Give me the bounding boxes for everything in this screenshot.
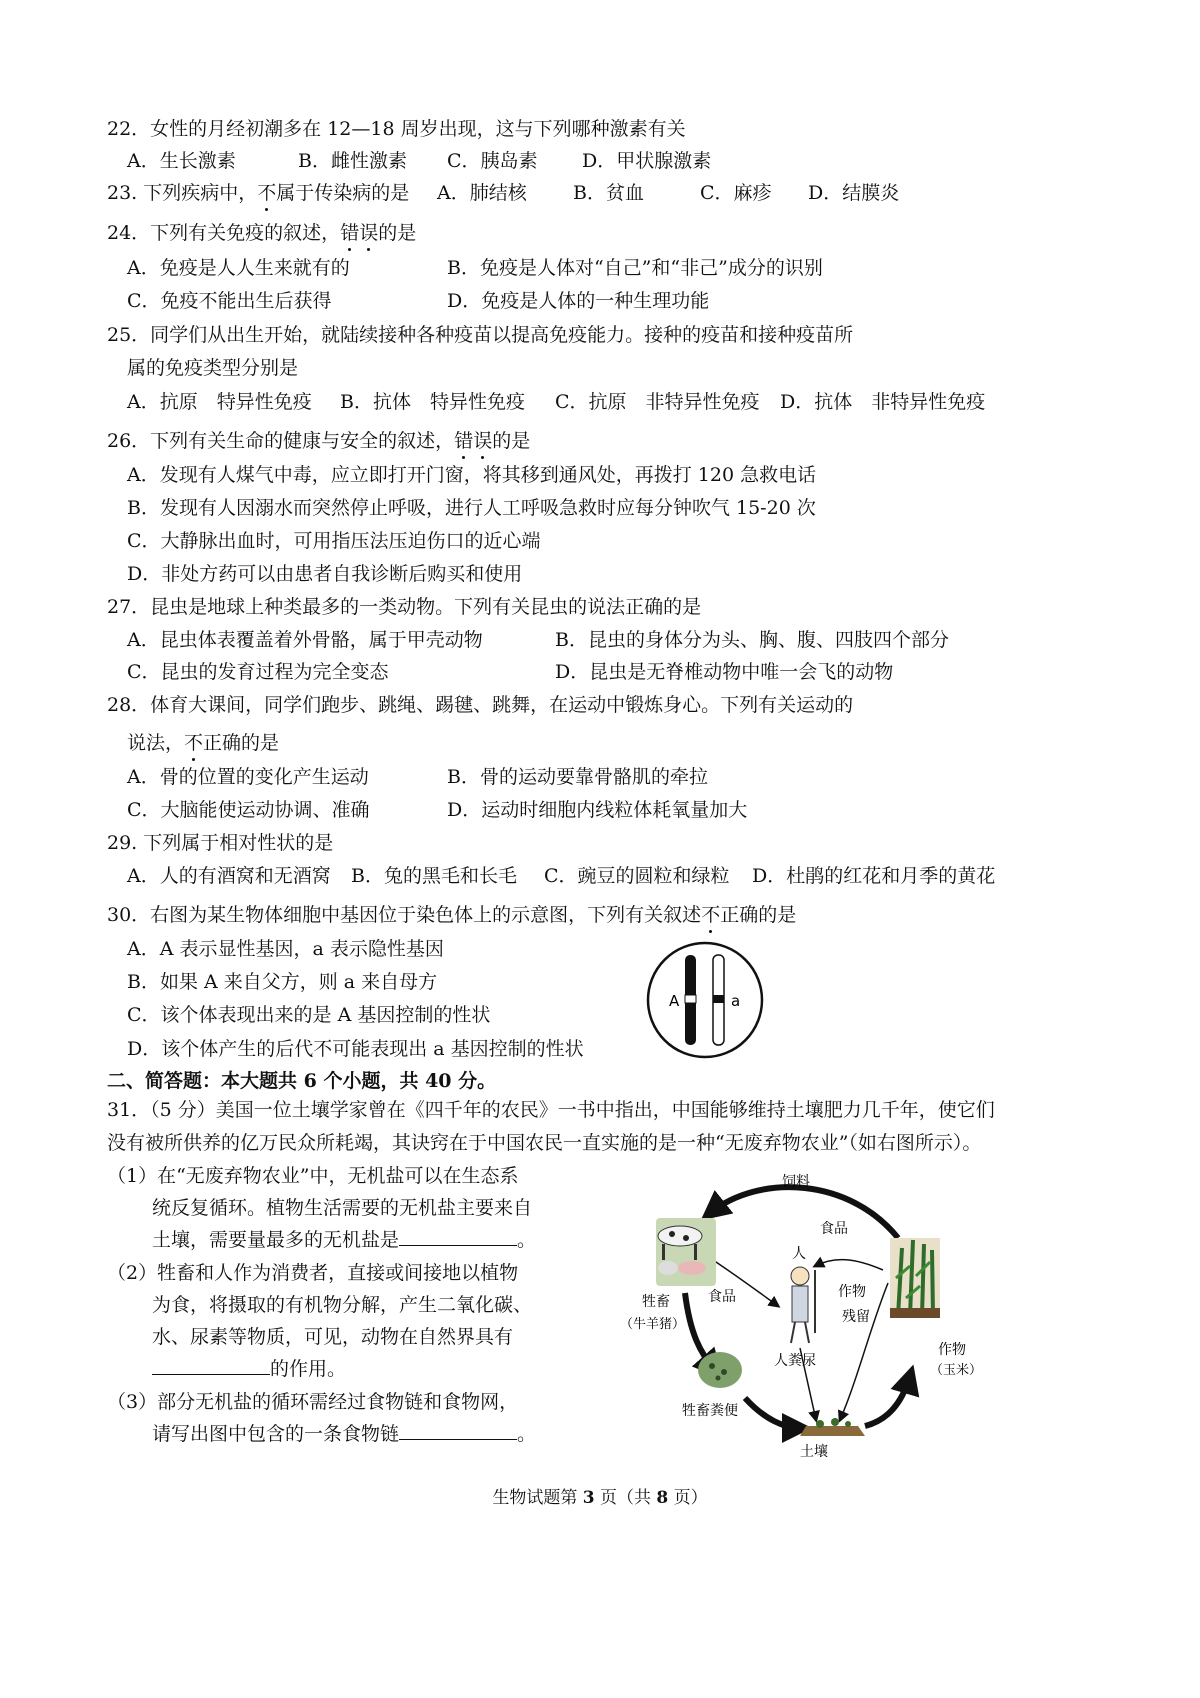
label-crop: 作物 bbox=[938, 1342, 966, 1358]
label-soil: 土壤 bbox=[800, 1444, 828, 1460]
q26-stem: 26．下列有关生命的健康与安全的叙述，错误的是 bbox=[107, 430, 531, 452]
q30-option-d: D．该个体产生的后代不可能表现出 a 基因控制的性状 bbox=[127, 1038, 584, 1060]
q25-option-d: D．抗体 非特异性免疫 bbox=[780, 391, 986, 413]
arrow-food-crop-to-human bbox=[815, 1260, 883, 1270]
section-title: 二、简答题：本大题共 6 个小题，共 40 分。 bbox=[107, 1070, 497, 1092]
livestock-icon bbox=[656, 1218, 716, 1286]
q27-option-a: A．昆虫体表覆盖着外骨骼，属于甲壳动物 bbox=[127, 629, 483, 651]
answer-blank-3[interactable] bbox=[399, 1421, 517, 1440]
label-human: 人 bbox=[792, 1246, 806, 1262]
q31-line2: 没有被所供养的亿万民众所耗竭，其诀窍在于中国农民一直实施的是一种“无废弃物农业”（如右图所示）。 bbox=[107, 1132, 982, 1154]
q23-option-b: B．贫血 bbox=[573, 182, 644, 204]
q28-option-b: B．骨的运动要靠骨骼肌的牵拉 bbox=[447, 766, 708, 788]
q25-option-b: B．抗体 特异性免疫 bbox=[340, 391, 525, 413]
q26-option-a: A．发现有人煤气中毒，应立即打开门窗，将其移到通风处，再拨打 120 急救电话 bbox=[127, 464, 817, 486]
q22-option-b: B．雌性激素 bbox=[298, 150, 407, 172]
q30-stem: 30．右图为某生物体细胞中基因位于染色体上的示意图，下列有关叙述不正确的是 bbox=[107, 904, 797, 926]
label-human-waste: 人粪尿 bbox=[774, 1353, 816, 1369]
q26-option-d: D．非处方药可以由患者自我诊断后购买和使用 bbox=[127, 563, 523, 585]
q22-option-a: A．生长激素 bbox=[127, 150, 236, 172]
q29-option-c: C．豌豆的圆粒和绿粒 bbox=[544, 865, 730, 887]
q31-part2-line4: 的作用。 bbox=[152, 1356, 346, 1382]
label-livestock: 牲畜 bbox=[642, 1294, 670, 1310]
q30-option-c: C．该个体表现出来的是 A 基因控制的性状 bbox=[127, 1004, 491, 1026]
answer-blank-1[interactable] bbox=[399, 1227, 517, 1246]
corn-crop-icon bbox=[890, 1238, 940, 1318]
q30-option-b: B．如果 A 来自父方，则 a 来自母方 bbox=[127, 971, 438, 993]
page-footer: 生物试题第 3 页（共 8 页） bbox=[492, 1488, 708, 1508]
label-livestock-sub: （牛羊猪） bbox=[620, 1317, 686, 1332]
q22-option-c: C．胰岛素 bbox=[447, 150, 538, 172]
q24-stem: 24．下列有关免疫的叙述，错误的是 bbox=[107, 222, 417, 244]
arrow-crop-residue-to-soil bbox=[840, 1283, 888, 1420]
q28-option-d: D．运动时细胞内线粒体耗氧量加大 bbox=[447, 799, 748, 821]
q31-part3-line1: （3）部分无机盐的循环需经过食物链和食物网， bbox=[107, 1391, 519, 1413]
q29-option-b: B．兔的黑毛和长毛 bbox=[351, 865, 517, 887]
q29-option-d: D．杜鹃的红花和月季的黄花 bbox=[752, 865, 996, 887]
label-crop-residue-2: 残留 bbox=[842, 1309, 870, 1325]
chromosome-right bbox=[713, 955, 724, 1045]
label-livestock-manure: 牲畜粪便 bbox=[682, 1403, 738, 1419]
q23-stem: 23. 下列疾病中，不属于传染病的是 bbox=[107, 182, 410, 204]
q28-stem-line2: 说法，不正确的是 bbox=[127, 732, 280, 754]
q28-option-c: C．大脑能使运动协调、准确 bbox=[127, 799, 370, 821]
q27-option-d: D．昆虫是无脊椎动物中唯一会飞的动物 bbox=[555, 661, 894, 683]
q27-stem: 27．昆虫是地球上种类最多的一类动物。下列有关昆虫的说法正确的是 bbox=[107, 596, 702, 618]
q27-option-c: C．昆虫的发育过程为完全变态 bbox=[127, 661, 389, 683]
q31-part1-line3: 土壤，需要量最多的无机盐是 。 bbox=[152, 1229, 537, 1251]
figure-circle bbox=[648, 943, 762, 1057]
q31-part2-line1: （2）牲畜和人作为消费者，直接或间接地以植物 bbox=[107, 1262, 519, 1284]
q31-part2-line2: 为食，将摄取的有机物分解，产生二氧化碳、 bbox=[152, 1294, 533, 1316]
nutrient-cycle-diagram bbox=[620, 1158, 1040, 1463]
arrow-soil-to-crop bbox=[865, 1376, 910, 1426]
q31-line1: 31．（5 分）美国一位土壤学家曾在《四千年的农民》一书中指出，中国能够维持土壤肥力几千年，使它们 bbox=[107, 1099, 995, 1121]
q30-option-a: A．A 表示显性基因，a 表示隐性基因 bbox=[127, 938, 444, 960]
q25-stem-line1: 25．同学们从出生开始，就陆续接种各种疫苗以提高免疫能力。接种的疫苗和接种疫苗所 bbox=[107, 324, 854, 346]
q24-option-d: D．免疫是人体的一种生理功能 bbox=[447, 290, 710, 312]
q24-option-b: B．免疫是人体对“自己”和“非己”成分的识别 bbox=[447, 257, 823, 279]
arrow-manure-to-soil bbox=[745, 1398, 800, 1428]
q31-part3-line2: 请写出图中包含的一条食物链 。 bbox=[152, 1423, 537, 1445]
q29-stem: 29. 下列属于相对性状的是 bbox=[107, 832, 334, 854]
chromosome-left bbox=[685, 955, 696, 1045]
q26-option-b: B．发现有人因溺水而突然停止呼吸，进行人工呼吸急救时应每分钟吹气 15-20 次 bbox=[127, 497, 816, 519]
q22-stem: 22．女性的月经初潮多在 12—18 周岁出现，这与下列哪种激素有关 bbox=[107, 118, 686, 140]
q23-option-c: C．麻疹 bbox=[700, 182, 772, 204]
q31-part2-line3: 水、尿素等物质，可见，动物在自然界具有 bbox=[152, 1326, 514, 1348]
soil-icon bbox=[800, 1418, 865, 1436]
q23-option-d: D．结膜炎 bbox=[808, 182, 900, 204]
label-crop-sub: （玉米） bbox=[930, 1363, 983, 1378]
q22-option-d: D．甲状腺激素 bbox=[582, 150, 712, 172]
label-food-top: 食品 bbox=[820, 1221, 848, 1237]
answer-blank-2[interactable] bbox=[152, 1356, 270, 1375]
q31-part1-line1: （1）在“无废弃物农业”中，无机盐可以在生态系 bbox=[107, 1165, 519, 1187]
q31-part1-line2: 统反复循环。植物生活需要的无机盐主要来自 bbox=[152, 1197, 533, 1219]
arrow-feed bbox=[710, 1187, 898, 1238]
q24-option-c: C．免疫不能出生后获得 bbox=[127, 290, 332, 312]
q26-option-c: C．大静脉出血时，可用指压法压迫伤口的近心端 bbox=[127, 530, 541, 552]
gene-label-A: A bbox=[669, 992, 680, 1010]
q28-stem-line1: 28．体育大课间，同学们跑步、跳绳、踢毽、跳舞，在运动中锻炼身心。下列有关运动的 bbox=[107, 694, 854, 716]
q25-option-c: C．抗原 非特异性免疫 bbox=[555, 391, 760, 413]
q24-option-a: A．免疫是人人生来就有的 bbox=[127, 257, 350, 279]
gene-label-a: a bbox=[731, 992, 741, 1010]
manure-icon bbox=[698, 1352, 742, 1388]
q25-option-a: A．抗原 特异性免疫 bbox=[127, 391, 312, 413]
q25-stem-line2: 属的免疫类型分别是 bbox=[127, 357, 299, 379]
label-feed: 饲料 bbox=[782, 1174, 810, 1190]
q29-option-a: A．人的有酒窝和无酒窝 bbox=[127, 865, 331, 887]
label-crop-residue-1: 作物 bbox=[838, 1284, 866, 1300]
q23-option-a: A．肺结核 bbox=[437, 182, 527, 204]
label-food-left: 食品 bbox=[708, 1289, 736, 1305]
human-icon bbox=[791, 1267, 815, 1343]
q27-option-b: B．昆虫的身体分为头、胸、腹、四肢四个部分 bbox=[555, 629, 949, 651]
q28-option-a: A．骨的位置的变化产生运动 bbox=[127, 766, 369, 788]
chromosome-figure bbox=[645, 940, 765, 1060]
